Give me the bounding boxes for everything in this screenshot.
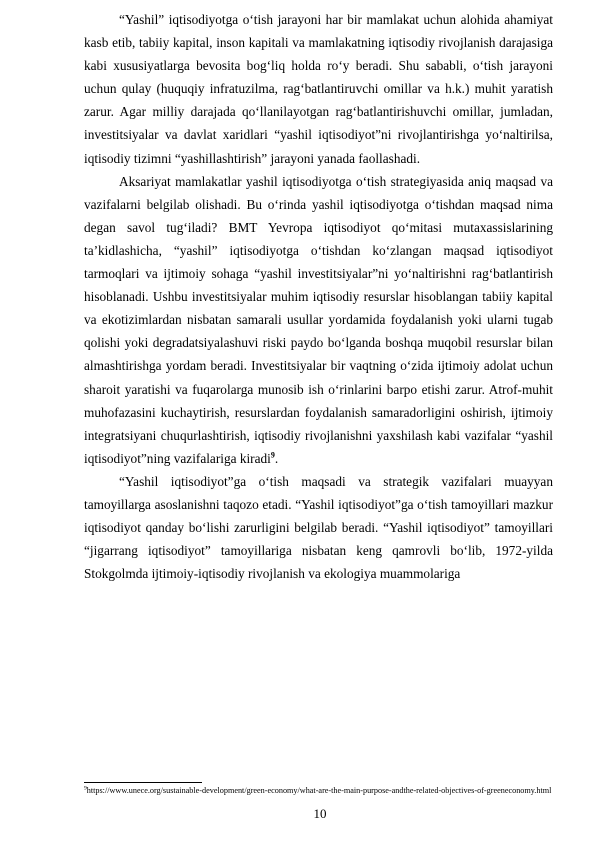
footnote-separator bbox=[84, 782, 202, 783]
footnote-link[interactable]: https://www.unece.org/sustainable-development/green-economy/what-are-the-main-purpose-andthe-related-objectives-of-greeneconomy.html bbox=[86, 786, 552, 795]
footnote-reference[interactable]: 9 bbox=[270, 450, 275, 460]
body-text bbox=[84, 8, 553, 585]
paragraph-2-tail: . bbox=[274, 450, 279, 466]
paragraph-3 bbox=[84, 470, 553, 585]
page-number: 10 bbox=[313, 806, 327, 821]
paragraph-1 bbox=[84, 8, 553, 170]
paragraph-3-text: “Yashil iqtisodiyot”ga o‘tish maqsadi va strategik vazifalari muayyan tamoyillarga asoslanishni taqozo etadi. “Yashil iqtisodiyot”ga o‘tish tamoyillari mazkur iqtisodiyot qanday bo‘lishi zarurligini belgilab beradi. “Yashil iqtisodiyot” tamoyillari “jigarrang iqtisodiyot” tamoyillariga nisbatan keng qamrovli bo‘lib, 1972-yilda Stokgolmda ijtimoiy-iqtisodiy rivojlanish va ekologiya muammolariga bbox=[84, 473, 553, 582]
footnote-number: 9 bbox=[84, 785, 87, 792]
paragraph-1-text: “Yashil” iqtisodiyotga o‘tish jarayoni har bir mamlakat uchun alohida ahamiyat kasb etib, tabiiy kapital, inson kapitali va mamlakatning iqtisodiy rivojlanish darajasiga kabi xususiyatlarga bevosita bog‘liq holda ro‘y beradi. Shu sababli, o‘tish jarayoni uchun qulay (huquqiy infratuzilma, rag‘batlantiruvchi omillar va h.k.) muhit yaratish zarur. Agar milliy darajada qo‘llanilayotgan rag‘batlantirishuvchi omillar, jumladan, investitsiyalar va davlat xaridlari “yashil iqtisodiyot”ni rivojlantirishga yo‘naltirilsa, iqtisodiy tizimni “yashillashtirish” jarayoni yanada faollashadi. bbox=[84, 12, 553, 166]
paragraph-2-text: Aksariyat mamlakatlar yashil iqtisodiyotga o‘tish strategiyasida aniq maqsad va vazifalarni belgilab olishadi. Bu o‘rinda yashil iqtisodiyotga o‘tishdan maqsad nima degan savol tug‘iladi? BMT Yevropa iqtisodiyot qo‘mitasi mutaxassislarining ta’kidlashicha, “yashil” iqtisodiyotga o‘tishdan ko‘zlangan maqsad iqtisodiyot tarmoqlari va ijtimoiy sohaga “yashil investitsiyalar”ni yo‘naltirishni rag‘batlantirish hisoblanadi. Ushbu investitsiyalar muhim iqtisodiy resurslar hisoblangan tabiiy kapital va ekotizimlardan nisbatan samarali usullar yordamida foydalanish yoki ularni tugab qolishi yoki degradatsiyalashuvi riski paydo bo‘lganda boshqa muqobil resurslar bilan almashtirishga yordam beradi. Investitsiyalar bir vaqtning o‘zida ijtimoiy adolat uchun sharoit yaratishi va fuqarolarga munosib ish o‘rinlarini barpo etishi zarur. Atrof-muhit muhofazasini kuchaytirish, resurslardan foydalanish samaradorligini oshirish, ijtimoiy integratsiyani chuqurlashtirish, iqtisodiy rivojlanishni yaxshilash kabi vazifalar “yashil iqtisodiyot”ning vazifalariga kiradi bbox=[84, 173, 553, 466]
footnote bbox=[84, 785, 554, 796]
paragraph-2 bbox=[84, 170, 553, 470]
